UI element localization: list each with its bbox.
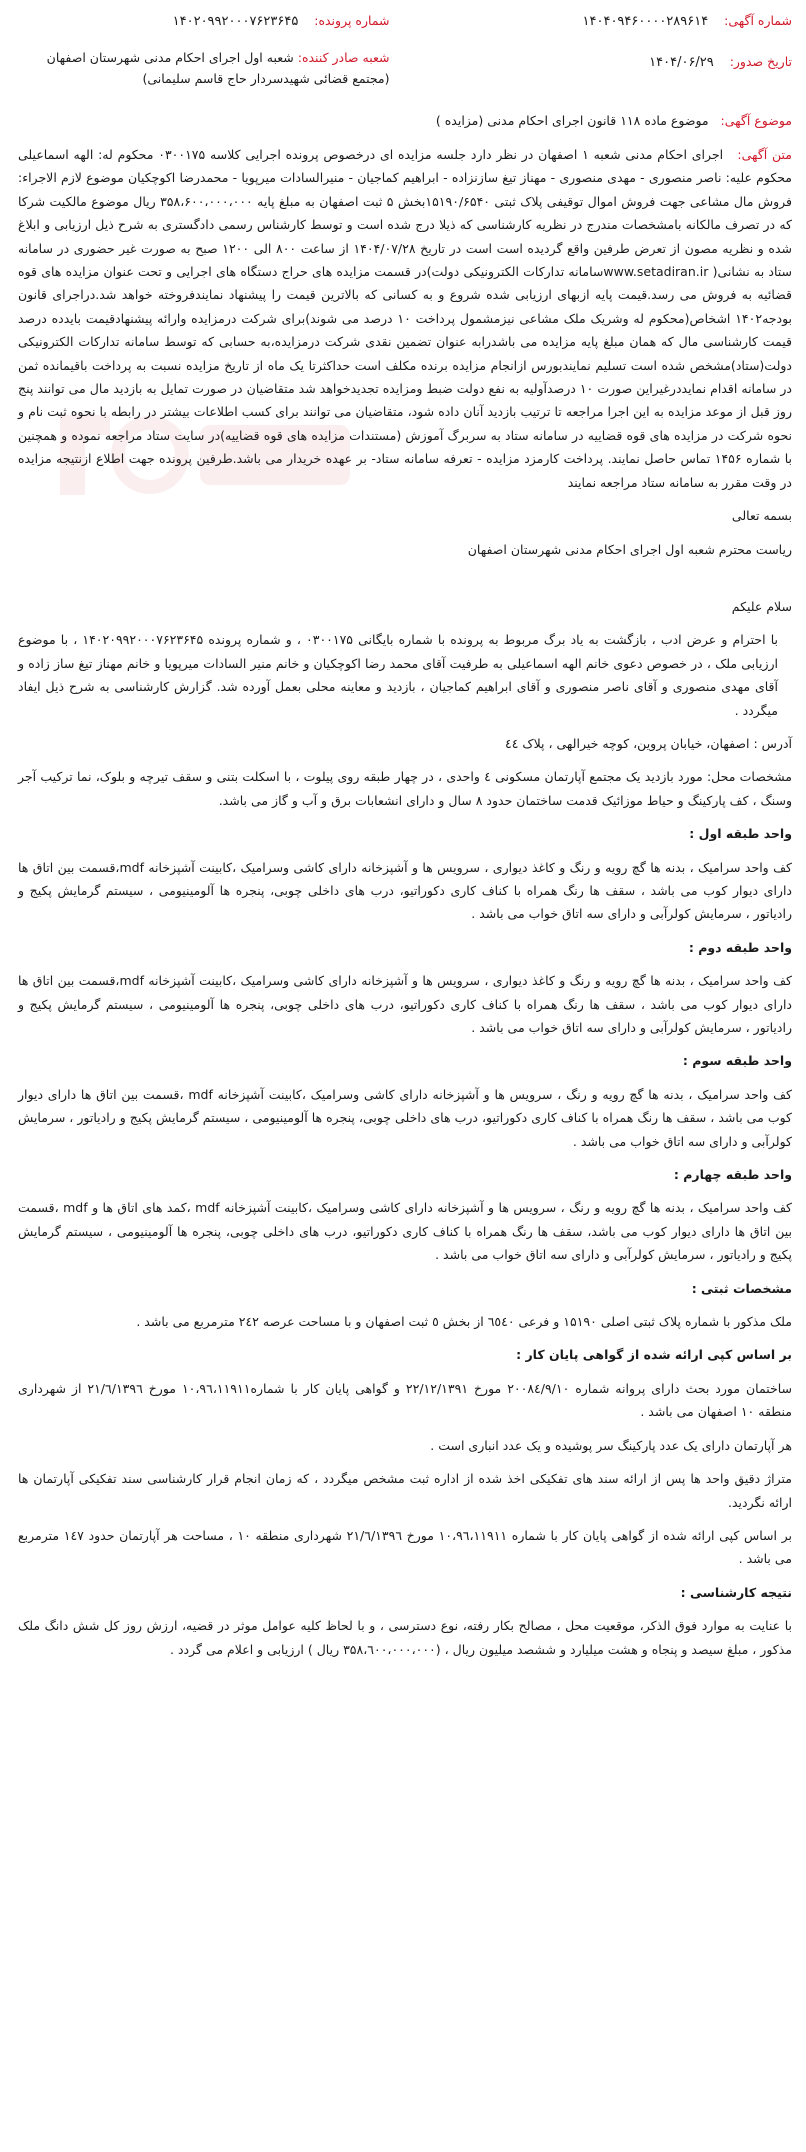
ad-text-value: اجرای احکام مدنی شعبه ۱ اصفهان در نظر دارد جلسه مزایده ای درخصوص پرونده اجرایی کلاسه ۰۳۰۰۱۷۵ محکوم له: الهه اسماعیلی محکوم علیه: ناصر منصوری - مهدی منصوری - مهناز تیغ سازنزاده - ابراهیم کماجیان - منیرالسادات میرپویا - محمدرضا اکوچکیان موضوع لازم الاجراء: فروش مال مشاعی جهت فروش اموال توقیفی پلاک ثبتی ۱۵۱۹۰/۶۵۴۰بخش ۵ ثبت اصفهان به مبلغ پایه ۳۵۸،۶۰۰،۰۰۰،۰۰۰ ریال موضوع مالکیت شرکا که در تصرف مالکانه بامشخصات مندرج در نظریه کارشناسی که ذیلا درج شده است و توسط کارشناس رسمی دادگستری به شرح ذیل ارزیابی و ابلاغ شده و نظریه مصون از تعرض طرفین واقع گردیده است است در تاریخ ۱۴۰۴/۰۷/۲۸ از ساعت ۸۰۰ الی ۱۲۰۰ صبح به صورت غیر حضوری در سامانه ستاد به نشانی( www.setadiran.irسامانه تدارکات الکترونیکی دولت)در قسمت مزایده های حراج دستگاه های اجرایی و تحت عنوان مزایده های قوه قضائیه به فروش می رسد.قیمت پایه ازبهای ارزیابی شده شروع و به کسانی که بالاترین قیمت را پیشنهاد نمایندفروخته خواهد شد.دراجرای قانون بودجه۱۴۰۲ اشخاص(محکوم له وشریک ملک مشاعی نیزمشمول پرداخت ۱۰ درصد می شوند)برای شرکت درمزایده وارائه پیشنهادقیمت بایدده درصد قیمت کارشناسی مال که همان مبلغ پایه مزایده می باشدرابه عنوان تضمین نقدی شرکت درمزایده،به حسابی که توسط سامانه تدارکات الکترونیکی دولت(ستاد)مشخص شده است تسلیم نمایندبورس ازانجام مزایده برنده مکلف است حداکثرتا یک ماه از تاریخ مزایده نسبت به پرداخت باقیمانده ثمن در سامانه اقدام نمایددرغیراین صورت ۱۰ درصدآولیه به نفع دولت ضبط ومزایده تجدیدخواهد شد متقاضیان در صورت تمایل به بازدید مال می توانند پنج روز قبل از موعد مزایده به این اجرا مراجعه تا ترتیب بازدید آنان داده شود، متقاضیان می توانند برای کسب اطلاعات بیشتر در رابطه با نحوه ثبت نام و نحوه شرکت در مزایده های قوه قضاییه در سامانه ستاد به سربرگ آموزش (مستندات مزایده های قوه قضاییه)در سایت ستاد مراجعه نموده و همچنین با شماره ۱۴۵۶ تماس حاصل نمایند. پرداخت کارمزد مزایده - تعرفه سامانه ستاد- بر عهده خریدار می باشد.طرفین پرونده جهت اطلاع ازنتیجه مزایده در وقت مقرر به سامانه ستاد مراجعه نمایند bbox=[18, 147, 793, 490]
issue-date-label: تاریخ صدور: bbox=[729, 54, 792, 69]
ad-text bbox=[18, 143, 792, 494]
ad-number-value: ۱۴۰۴۰۹۴۶۰۰۰۰۲۸۹۶۱۴ bbox=[582, 14, 709, 29]
basmala: بسمه تعالی bbox=[731, 508, 792, 524]
floor3-title: واحد طبقه سوم : bbox=[682, 1053, 792, 1069]
parking-text: هر آپارتمان دارای یک عدد پارکینگ سر پوشیده و یک عدد انباری است . bbox=[430, 1437, 792, 1453]
ad-number-label: شماره آگهی: bbox=[724, 13, 792, 28]
floor1-text: کف واحد سرامیک ، بدنه ها گچ رویه و رنگ و کاغذ دیواری ، سرویس ها و آشپزخانه دارای کاشی وسرامیک ،کابینت آشپزخانه mdf،قسمت بین اتاق ها دارای دیوار کوب می باشد ، سقف ها رنگ همراه با کناف کاری دکوراتیو، درب های داخلی چوبی، پنجره ها آلومینیومی ، سیستم گرمایش پکیج و رادیاتور ، سرمایش کولرآبی و دارای سه اتاق خواب می باشد . bbox=[18, 859, 792, 922]
ad-header bbox=[18, 8, 792, 89]
conclusion-title: نتیجه کارشناسی : bbox=[680, 1584, 792, 1600]
floor4-title: واحد طبقه چهارم : bbox=[673, 1167, 792, 1183]
floor1-title: واحد طبقه اول : bbox=[689, 826, 792, 842]
issuing-branch-value: شعبه اول اجرای احکام مدنی شهرستان اصفهان (مجتمع قضائی شهیدسردار حاج قاسم سلیمانی) bbox=[46, 50, 390, 86]
report-intro: با احترام و عرض ادب ، بازگشت به یاد برگ مربوط به پرونده با شماره بایگانی ۰۳۰۰۱۷۵ ، و شماره پرونده ۱۴۰۲۰۹۹۲۰۰۰۷۶۲۳۶۴۵ ، با موضوع ارزیابی ملک ، در خصوص دعوی خانم الهه اسماعیلی به طرفیت آقای محمد رضا اکوچکیان و خانم منیر السادات میرپویا و خانم مهناز تیغ ساز زاده و آقای مهدی منصوری و آقای ناصر منصوری و آقای ابراهیم کماجیان ، بازدید و معاینه محلی بعمل آورده شد. گزارش کارشناسی به شرح ذیل ایفاد میگردد . bbox=[18, 632, 778, 718]
ad-subject-value: موضوع ماده ۱۱۸ قانون اجرای احکام مدنی (مزایده ) bbox=[435, 113, 709, 128]
issue-date-value: ۱۴۰۴/۰۶/۲۹ bbox=[649, 55, 714, 70]
floor2-title: واحد طبقه دوم : bbox=[688, 939, 792, 955]
report-address: آدرس : اصفهان، خیابان پروین، کوچه خیرالهی ، پلاک ٤٤ bbox=[504, 735, 792, 751]
conclusion-text: با عنایت به موارد فوق الذکر، موقعیت محل ، مصالح بکار رفته، نوع دسترسی ، و با لحاظ کلیه عوامل موثر در قضیه، ارزش روز کل شش دانگ ملک مذکور ، مبلغ سیصد و پنجاه و هشت میلیارد و ششصد میلیون ریال ، (۳۵۸،٦۰۰،۰۰۰،۰۰۰ ریال ) ارزیابی و اعلام می گردد . bbox=[18, 1618, 792, 1657]
registry-title: مشخصات ثبتی : bbox=[691, 1280, 792, 1296]
header-right-column bbox=[420, 8, 792, 89]
issuing-branch-label: شعبه صادر کننده: bbox=[297, 50, 390, 65]
area-note: متراژ دقیق واحد ها پس از ارائه سند های تفکیکی اخذ شده از اداره ثبت مشخص میگردد ، که زمان انجام قرار کارشناسی سند تفکیکی آپارتمان ها ارائه نگردید. bbox=[18, 1471, 792, 1510]
report-greeting: سلام علیکم bbox=[731, 598, 792, 614]
apartment-area: بر اساس کپی ارائه شده از گواهی پایان کار با شماره ۱۰،۹٦،۱۱۹۱۱ مورخ ۲۱/٦/۱۳۹٦ شهرداری منطقه ۱۰ ، مساحت هر آپارتمان حدود ۱٤۷ مترمربع می باشد . bbox=[18, 1527, 792, 1567]
ad-subject-label: موضوع آگهی: bbox=[720, 113, 792, 128]
case-number-value: ۱۴۰۲۰۹۹۲۰۰۰۷۶۲۳۶۴۵ bbox=[172, 14, 299, 29]
header-left-column bbox=[18, 8, 390, 89]
issuing-branch-row bbox=[18, 47, 390, 89]
case-number-label: شماره پرونده: bbox=[314, 13, 390, 28]
case-number-row bbox=[18, 8, 390, 35]
floor2-text: کف واحد سرامیک ، بدنه ها گچ رویه و رنگ و کاغذ دیواری ، سرویس ها و آشپزخانه دارای کاشی وسرامیک ،کابینت آشپزخانه mdf،قسمت بین اتاق ها دارای دیوار کوب می باشد ، سقف ها رنگ همراه با کناف کاری دکوراتیو، درب های داخلی چوبی، پنجره ها آلومینیومی ، سیستم گرمایش پکیج و رادیاتور ، سرمایش کولرآبی و دارای سه اتاق خواب می باشد . bbox=[18, 973, 792, 1035]
ad-subject bbox=[18, 109, 792, 133]
issue-date-row bbox=[420, 49, 792, 76]
completion-title: بر اساس کپی ارائه شده از گواهی پایان کار : bbox=[516, 1347, 792, 1363]
completion-text: ساختمان مورد بحث دارای پروانه شماره ۲۰۰۸٤/۹/۱۰ مورخ ۲۲/۱۲/۱۳۹۱ و گواهی پایان کار با شماره۱۰،۹٦،۱۱۹۱۱ مورخ ۲۱/٦/۱۳۹٦ از شهرداری منطقه ۱۰ اصفهان می باشد . bbox=[18, 1380, 792, 1420]
ad-text-label: متن آگهی: bbox=[737, 147, 793, 162]
ad-number-row bbox=[420, 8, 792, 35]
registry-text: ملک مذکور با شماره پلاک ثبتی اصلی ۱۵۱۹۰ و فرعی ٦٥٤٠ از بخش ٥ ثبت اصفهان و با مساحت عرصه ۲٤۲ مترمربع می باشد . bbox=[136, 1314, 792, 1330]
report-specs: مشخصات محل: مورد بازدید یک مجتمع آپارتمان مسکونی ٤ واحدی ، در چهار طبقه روی پیلوت ، با اسکلت بتنی و سقف تیرچه و بلوک، نما ترکیب آجر وسنگ ، کف پارکینگ و حیاط موزائیک قدمت ساختمان حدود ۸ سال و دارای انشعابات برق و آب و گاز می باشد. bbox=[18, 769, 792, 808]
report-addressee: ریاست محترم شعبه اول اجرای احکام مدنی شهرستان اصفهان bbox=[467, 541, 792, 557]
floor3-text: کف واحد سرامیک ، بدنه ها گچ رویه و رنگ ، سرویس ها و آشپزخانه دارای کاشی وسرامیک ،کابینت آشپزخانه mdf ،قسمت بین اتاق ها دارای دیوار کوب می باشد ، سقف ها رنگ همراه با کناف کاری دکوراتیو، درب های داخلی چوبی، پنجره ها آلومینیومی ، سیستم گرمایش پکیج و رادیاتور ، سرمایش کولرآبی و دارای سه اتاق خواب می باشد . bbox=[18, 1086, 793, 1149]
floor4-text: کف واحد سرامیک ، بدنه ها گچ رویه و رنگ ، سرویس ها و آشپزخانه دارای کاشی وسرامیک ،کابینت آشپزخانه mdf ،کمد های اتاق ها و mdf ،قسمت بین اتاق ها دارای دیوار کوب می باشد، سقف ها رنگ همراه با کناف کاری دکوراتیو، درب های داخلی چوبی، پنجره ها آلومینیومی ، سیستم گرمایش پکیج و رادیاتور ، سرمایش کولرآبی و دارای سه اتاق خواب می باشد . bbox=[18, 1200, 792, 1263]
